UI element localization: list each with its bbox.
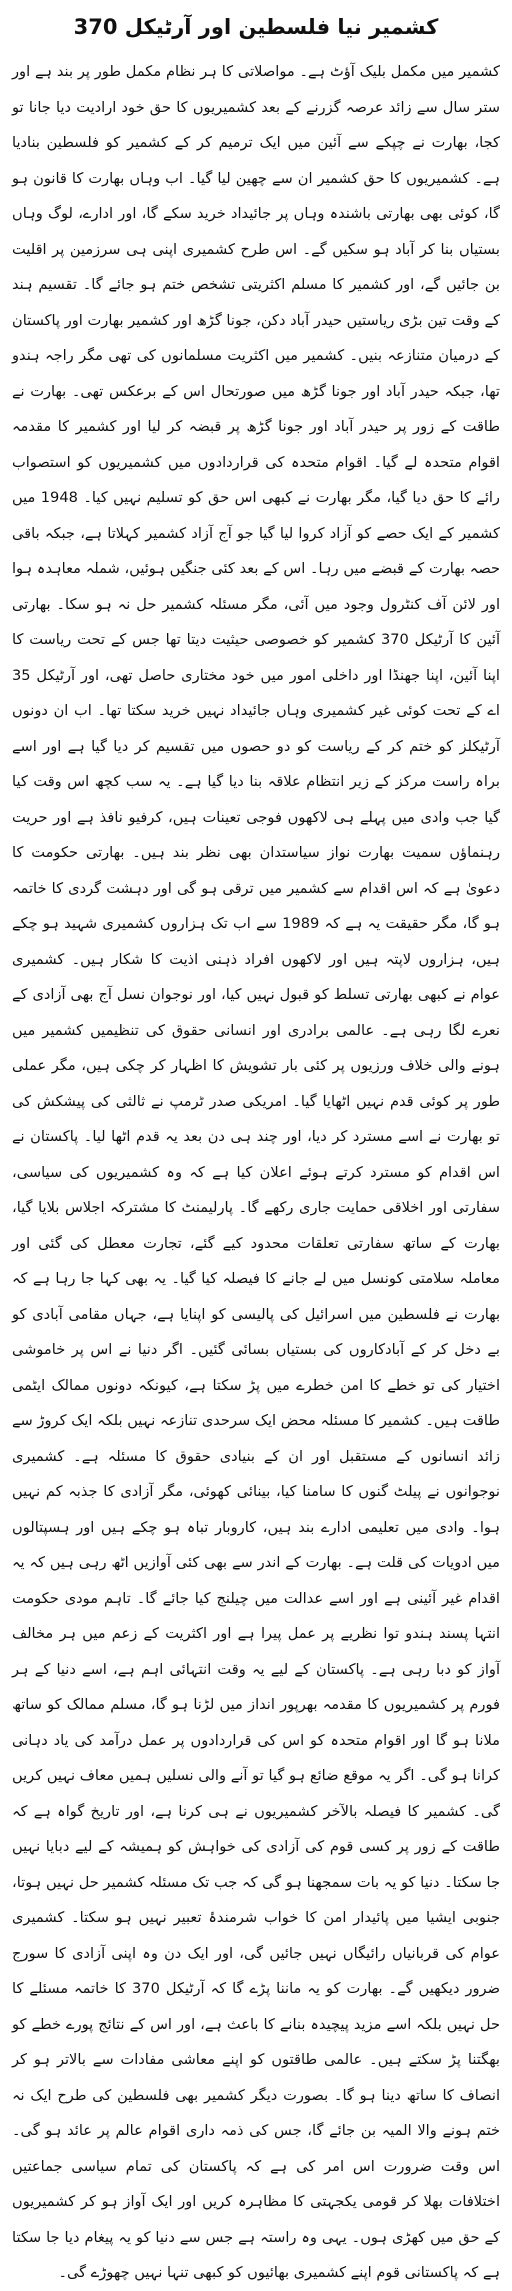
article-headline: کشمیر نیا فلسطین اور آرٹیکل 370 — [73, 15, 439, 39]
article-body: کشمیر میں مکمل بلیک آؤٹ ہے۔ مواصلاتی کا ہر نظام مکمل طور پر بند ہے اور ستر سال سے زائد عرصہ گزرنے کے بعد کشمیریوں کا حق خود ارادیت دیا جانا تو کجا، بھارت نے چپکے سے آئین میں ایک ترمیم کر کے کشمیر کو فلسطین بنادیا ہے۔ کشمیریوں کا حق کشمیر ان سے چھین لیا گیا۔ اب وہاں بھارت کا قانون ہو گا، کوئی بھی بھارتی باشندہ وہاں پر جائیداد خرید سکے گا، اور ادارے، لوگ وہاں بستیاں بنا کر آباد ہو سکیں گے۔ اس طرح کشمیری اپنی ہی سرزمین پر اقلیت بن جائیں گے، اور کشمیر کا مسلم اکثریتی تشخص ختم ہو جائے گا۔ تقسیم ہند کے وقت تین بڑی ریاستیں حیدر آباد دکن، جونا گڑھ اور کشمیر بھارت اور پاکستان کے درمیان متنازعہ بنیں۔ کشمیر میں اکثریت مسلمانوں کی تھی مگر راجہ ہندو تھا، جبکہ حیدر آباد اور جونا گڑھ میں صورتحال اس کے برعکس تھی۔ بھارت نے طاقت کے زور پر حیدر آباد اور جونا گڑھ پر قبضہ کر لیا اور کشمیر کا مقدمہ اقوام متحدہ لے گیا۔ اقوام متحدہ کی قراردادوں میں کشمیریوں کو استصواب رائے کا حق دیا گیا، مگر بھارت نے کبھی اس حق کو تسلیم نہیں کیا۔ 1948 میں کشمیر کے ایک حصے کو آزاد کروا لیا گیا جو آج آزاد کشمیر کہلاتا ہے، جبکہ باقی حصہ بھارت کے قبضے میں رہا۔ اس کے بعد کئی جنگیں ہوئیں، شملہ معاہدہ ہوا اور لائن آف کنٹرول وجود میں آئی، مگر مسئلہ کشمیر حل نہ ہو سکا۔ بھارتی آئین کا آرٹیکل 370 کشمیر کو خصوصی حیثیت دیتا تھا جس کے تحت ریاست کا اپنا آئین، اپنا جھنڈا اور داخلی امور میں خود مختاری حاصل تھی، اور آرٹیکل 35 اے کے تحت کوئی غیر کشمیری وہاں جائیداد نہیں خرید سکتا تھا۔ اب ان دونوں آرٹیکلز کو ختم کر کے ریاست کو دو حصوں میں تقسیم کر دیا گیا ہے اور اسے براہ راست مرکز کے زیر انتظام علاقہ بنا دیا گیا ہے۔ یہ سب کچھ اس وقت کیا گیا جب وادی میں پہلے ہی لاکھوں فوجی تعینات ہیں، کرفیو نافذ ہے اور حریت رہنماؤں سمیت بھارت نواز سیاستدان بھی نظر بند ہیں۔ بھارتی حکومت کا دعویٰ ہے کہ اس اقدام سے کشمیر میں ترقی ہو گی اور دہشت گردی کا خاتمہ ہو گا، مگر حقیقت یہ ہے کہ 1989 سے اب تک ہزاروں کشمیری شہید ہو چکے ہیں، ہزاروں لاپتہ ہیں اور لاکھوں افراد ذہنی اذیت کا شکار ہیں۔ کشمیری عوام نے کبھی بھارتی تسلط کو قبول نہیں کیا، اور نوجوان نسل آج بھی آزادی کے نعرے لگا رہی ہے۔ عالمی برادری اور انسانی حقوق کی تنظیمیں کشمیر میں ہونے والی خلاف ورزیوں پر کئی بار تشویش کا اظہار کر چکی ہیں، مگر عملی طور پر کوئی قدم نہیں اٹھایا گیا۔ امریکی صدر ٹرمپ نے ثالثی کی پیشکش کی تو بھارت نے اسے مسترد کر دیا، اور چند ہی دن بعد یہ قدم اٹھا لیا۔ پاکستان نے اس اقدام کو مسترد کرتے ہوئے اعلان کیا ہے کہ وہ کشمیریوں کی سیاسی، سفارتی اور اخلاقی حمایت جاری رکھے گا۔ پارلیمنٹ کا مشترکہ اجلاس بلایا گیا، بھارت کے ساتھ سفارتی تعلقات محدود کیے گئے، تجارت معطل کی گئی اور معاملہ سلامتی کونسل میں لے جانے کا فیصلہ کیا گیا۔ یہ بھی کہا جا رہا ہے کہ بھارت نے فلسطین میں اسرائیل کی پالیسی کو اپنایا ہے، جہاں مقامی آبادی کو بے دخل کر کے آبادکاروں کی بستیاں بسائی گئیں۔ اگر دنیا نے اس پر خاموشی اختیار کی تو خطے کا امن خطرے میں پڑ سکتا ہے، کیونکہ دونوں ممالک ایٹمی طاقت ہیں۔ کشمیر کا مسئلہ محض ایک سرحدی تنازعہ نہیں بلکہ ایک کروڑ سے زائد انسانوں کے مستقبل اور ان کے بنیادی حقوق کا مسئلہ ہے۔ کشمیری نوجوانوں نے پیلٹ گنوں کا سامنا کیا، بینائی کھوئی، مگر آزادی کا جذبہ کم نہیں ہوا۔ وادی میں تعلیمی ادارے بند ہیں، کاروبار تباہ ہو چکے ہیں اور ہسپتالوں میں ادویات کی قلت ہے۔ بھارت کے اندر سے بھی کئی آوازیں اٹھ رہی ہیں کہ یہ اقدام غیر آئینی ہے اور اسے عدالت میں چیلنج کیا جائے گا۔ تاہم مودی حکومت انتہا پسند ہندو توا نظریے پر عمل پیرا ہے اور اکثریت کے زعم میں ہر مخالف آواز کو دبا رہی ہے۔ پاکستان کے لیے یہ وقت انتہائی اہم ہے، اسے دنیا کے ہر فورم پر کشمیریوں کا مقدمہ بھرپور انداز میں لڑنا ہو گا، مسلم ممالک کو ساتھ ملانا ہو گا اور اقوام متحدہ کو اس کی قراردادوں پر عمل درآمد کی یاد دہانی کرانا ہو گی۔ اگر یہ موقع ضائع ہو گیا تو آنے والی نسلیں ہمیں معاف نہیں کریں گی۔ کشمیر کا فیصلہ بالآخر کشمیریوں نے ہی کرنا ہے، اور تاریخ گواہ ہے کہ طاقت کے زور پر کسی قوم کی آزادی کی خواہش کو ہمیشہ کے لیے دبایا نہیں جا سکتا۔ دنیا کو یہ بات سمجھنا ہو گی کہ جب تک مسئلہ کشمیر حل نہیں ہوتا، جنوبی ایشیا میں پائیدار امن کا خواب شرمندۂ تعبیر نہیں ہو سکتا۔ کشمیری عوام کی قربانیاں رائیگاں نہیں جائیں گی، اور ایک دن وہ اپنی آزادی کا سورج ضرور دیکھیں گے۔ بھارت کو یہ ماننا پڑے گا کہ آرٹیکل 370 کا خاتمہ مسئلے کا حل نہیں بلکہ اسے مزید پیچیدہ بنانے کا باعث ہے، اور اس کے نتائج پورے خطے کو بھگتنا پڑ سکتے ہیں۔ عالمی طاقتوں کو اپنے معاشی مفادات سے بالاتر ہو کر انصاف کا ساتھ دینا ہو گا۔ بصورت دیگر کشمیر بھی فلسطین کی طرح ایک نہ ختم ہونے والا المیہ بن جائے گا، جس کی ذمہ داری اقوام عالم پر عائد ہو گی۔ اس وقت ضرورت اس امر کی ہے کہ پاکستان کی تمام سیاسی جماعتیں اختلافات بھلا کر قومی یکجہتی کا مظاہرہ کریں اور ایک آواز ہو کر کشمیریوں کے حق میں کھڑی ہوں۔ یہی وہ راستہ ہے جس سے دنیا کو یہ پیغام دیا جا سکتا ہے کہ پاکستانی قوم اپنے کشمیری بھائیوں کو کبھی تنہا نہیں چھوڑے گی۔ — [12, 63, 501, 2281]
